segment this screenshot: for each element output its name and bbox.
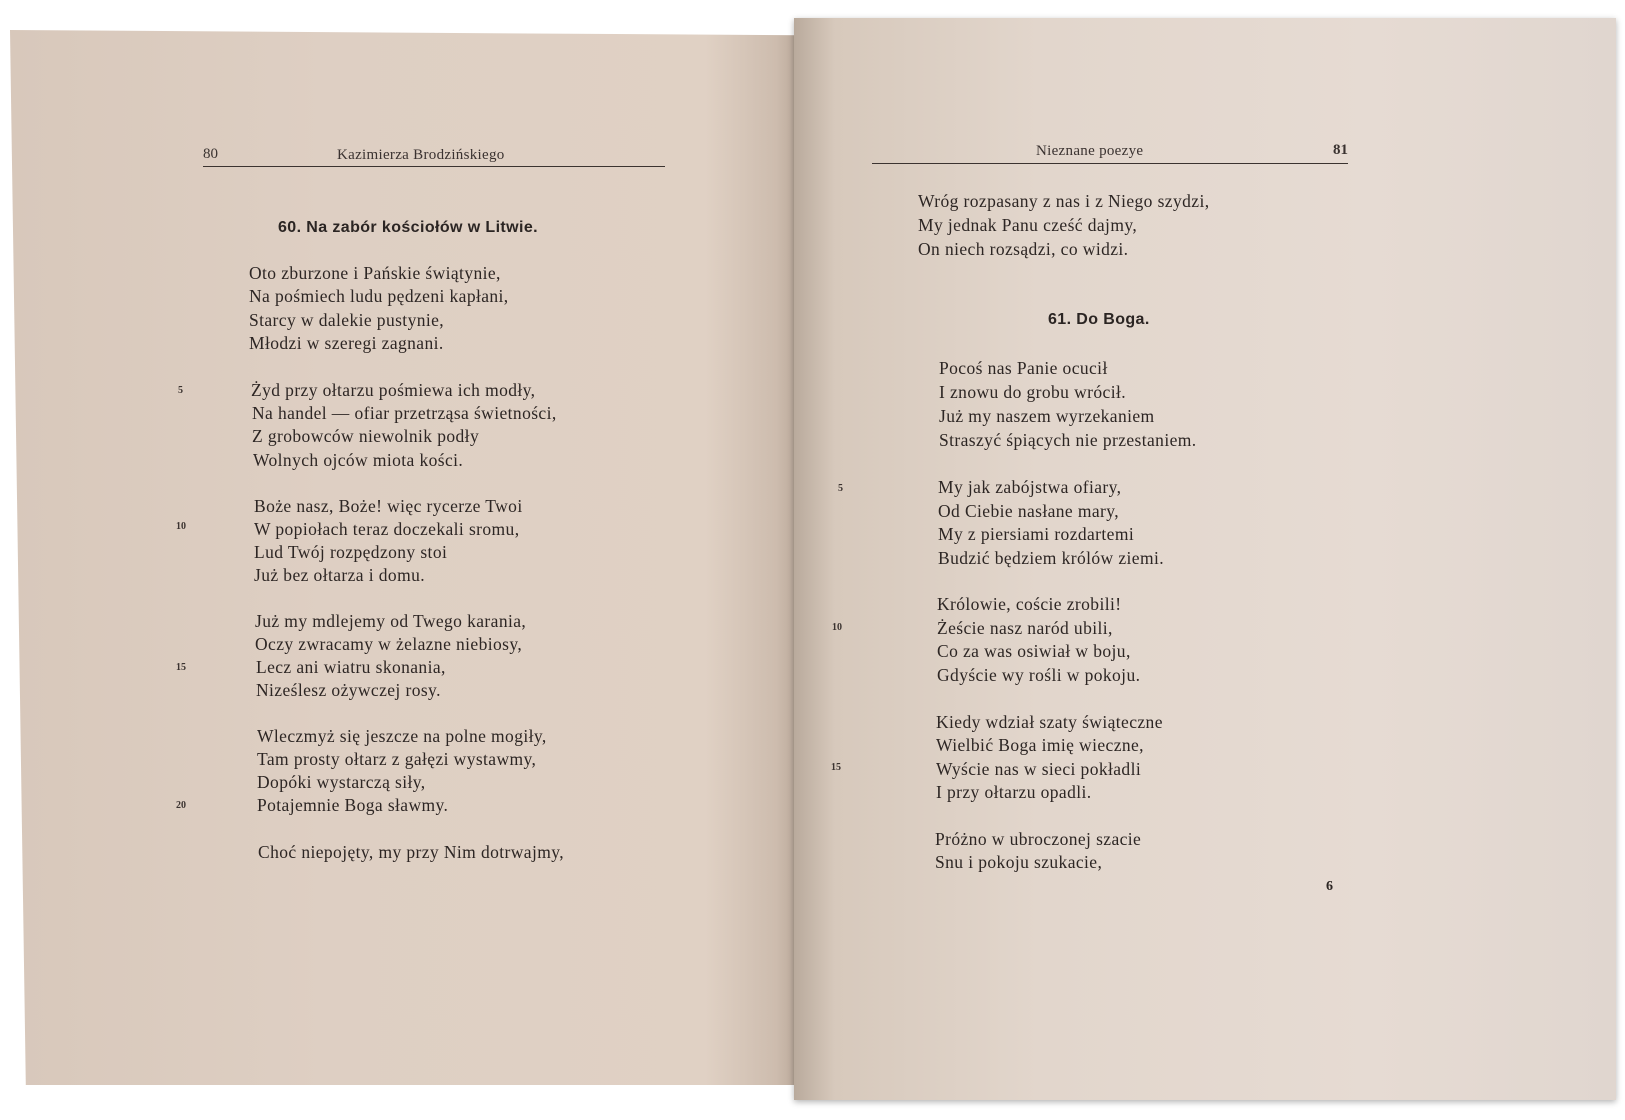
line-number: 5 [838, 483, 843, 494]
line-number: 15 [176, 662, 186, 673]
poem-line: Dopóki wystarczą siły, [257, 772, 426, 792]
poem-line: Wolnych ojców miota kości. [253, 450, 464, 470]
poem-line: Oto zburzone i Pańskie świątynie, [249, 263, 501, 283]
poem-line: Wyście nas w sieci pokładli [936, 759, 1142, 779]
poem-line: Wielbić Boga imię wieczne, [936, 735, 1144, 755]
poem-line: Na handel — ofiar przetrząsa świetności, [252, 403, 557, 423]
right-page [794, 18, 1616, 1100]
poem-line: Potajemnie Boga sławmy. [257, 795, 449, 815]
poem-line: I przy ołtarzu opadli. [936, 782, 1092, 802]
poem-line: Gdyście wy rośli w pokoju. [937, 665, 1141, 685]
poem-line: Boże nasz, Boże! więc rycerze Twoi [254, 496, 523, 516]
left-header-rule [203, 166, 665, 167]
poem-line: Oczy zwracamy w żelazne niebiosy, [255, 634, 523, 654]
poem-line: Snu i pokoju szukacie, [935, 852, 1103, 872]
line-number: 15 [831, 762, 841, 773]
poem-line: Od Ciebie nasłane mary, [938, 501, 1120, 521]
poem-line: Z grobowców niewolnik podły [252, 426, 480, 446]
poem-line: Niześlesz ożywczej rosy. [256, 680, 441, 700]
poem-line: Wróg rozpasany z nas i z Niego szydzi, [918, 191, 1210, 211]
poem-line: Straszyć śpiących nie przestaniem. [939, 430, 1197, 450]
poem-line: Kiedy wdział szaty świąteczne [936, 712, 1163, 732]
poem-60-title: 60. Na zabór kościołów w Litwie. [278, 219, 538, 236]
poem-line: My jak zabójstwa ofiary, [938, 477, 1122, 497]
line-number: 10 [176, 521, 186, 532]
poem-line: Już my naszem wyrzekaniem [939, 406, 1155, 426]
poem-line: Żeście nasz naród ubili, [937, 618, 1113, 638]
signature-mark: 6 [1326, 879, 1333, 894]
poem-line: My jednak Panu cześć dajmy, [918, 215, 1138, 235]
poem-line: I znowu do grobu wrócił. [939, 382, 1126, 402]
poem-line: Lud Twój rozpędzony stoi [254, 542, 448, 562]
left-page-number: 80 [203, 146, 218, 162]
poem-line: Starcy w dalekie pustynie, [249, 310, 445, 330]
poem-line: Żyd przy ołtarzu pośmiewa ich modły, [251, 380, 536, 400]
poem-line: Próżno w ubroczonej szacie [935, 829, 1142, 849]
poem-line: Lecz ani wiatru skonania, [256, 657, 446, 677]
poem-line: Już bez ołtarza i domu. [254, 565, 426, 585]
poem-line: Tam prosty ołtarz z gałęzi wystawmy, [257, 749, 537, 769]
poem-line: Królowie, coście zrobili! [937, 594, 1122, 614]
right-running-head: Nieznane poezye [1036, 143, 1144, 159]
line-number: 20 [176, 800, 186, 811]
poem-line: Wleczmyż się jeszcze na polne mogiły, [257, 726, 547, 746]
poem-line: Już my mdlejemy od Twego karania, [255, 611, 527, 631]
left-running-head: Kazimierza Brodzińskiego [337, 147, 505, 163]
poem-line: W popiołach teraz doczekali sromu, [254, 519, 520, 539]
line-number: 10 [832, 622, 842, 633]
poem-line: Choć niepojęty, my przy Nim dotrwajmy, [258, 842, 565, 862]
poem-line: Młodzi w szeregi zagnani. [249, 333, 444, 353]
right-header-rule [872, 163, 1348, 164]
poem-61-title: 61. Do Boga. [1048, 311, 1150, 328]
line-number: 5 [178, 385, 183, 396]
right-page-number: 81 [1333, 142, 1348, 158]
poem-line: Na pośmiech ludu pędzeni kapłani, [249, 286, 509, 306]
poem-line: On niech rozsądzi, co widzi. [918, 239, 1129, 259]
poem-line: Budzić będziem królów ziemi. [938, 548, 1164, 568]
poem-line: Pocoś nas Panie ocucił [939, 358, 1108, 378]
poem-line: My z piersiami rozdartemi [938, 524, 1135, 544]
poem-line: Co za was osiwiał w boju, [937, 641, 1131, 661]
